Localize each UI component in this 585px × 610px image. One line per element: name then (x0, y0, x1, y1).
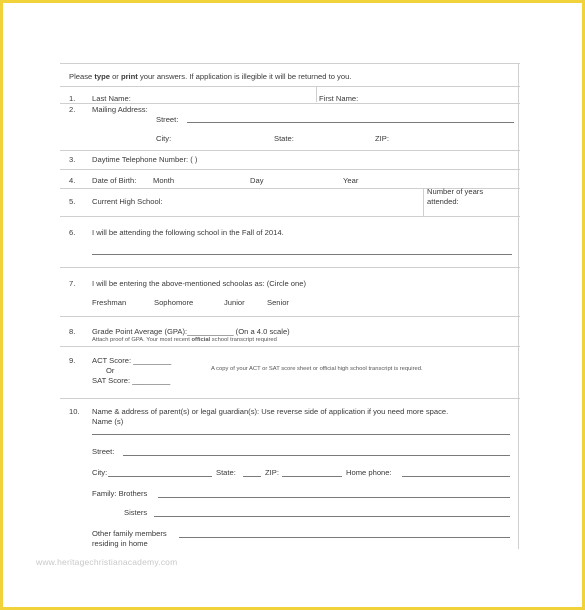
act-score-label: ACT Score: _________ (92, 356, 172, 365)
q8-number: 8. (69, 327, 76, 336)
dob-label: Date of Birth: (92, 176, 137, 185)
or-label: Or (106, 366, 115, 375)
zip-label: ZIP: (375, 134, 389, 143)
guardian-label: Name & address of parent(s) or legal guardian(s): Use reverse side of application if you need more space. (92, 407, 449, 416)
grade-option-freshman[interactable]: Freshman (92, 298, 127, 307)
school-field[interactable] (92, 254, 512, 255)
q3-number: 3. (69, 155, 76, 164)
sat-score-label: SAT Score: _________ (92, 376, 171, 385)
divider (60, 216, 520, 217)
sisters-label: Sisters (124, 508, 148, 517)
guardian-street-field[interactable] (123, 455, 510, 456)
telephone-label: Daytime Telephone Number: ( ) (92, 155, 198, 164)
guardian-zip-label: ZIP: (265, 468, 279, 477)
dob-day: Day (250, 176, 264, 185)
other-family-field[interactable] (179, 537, 510, 538)
divider (60, 346, 520, 347)
guardian-street-label: Street: (92, 447, 115, 456)
dob-year: Year (343, 176, 359, 185)
years-attended-label-2: attended: (427, 197, 459, 206)
brothers-field[interactable] (158, 497, 510, 498)
family-brothers-label: Family: Brothers (92, 489, 148, 498)
guardian-city-label: City: (92, 468, 108, 477)
gpa-label: Grade Point Average (GPA):___________ (On a 4.0 scale) (92, 327, 290, 336)
guardian-name-label: Name (s) (92, 417, 124, 426)
guardian-home-phone-field[interactable] (402, 476, 510, 477)
grade-option-sophomore[interactable]: Sophomore (154, 298, 194, 307)
gpa-note: Attach proof of GPA. Your most recent official school transcript required (92, 337, 277, 343)
grade-option-senior[interactable]: Senior (267, 298, 289, 307)
form-top-border (60, 63, 520, 64)
q5-number: 5. (69, 197, 76, 206)
city-label: City: (156, 134, 172, 143)
guardian-city-field[interactable] (108, 476, 212, 477)
q2-number: 2. (69, 105, 76, 114)
guardian-zip-field[interactable] (282, 476, 342, 477)
divider (60, 267, 520, 268)
divider (316, 86, 317, 102)
other-family-label-2: residing in home (92, 539, 148, 548)
years-attended-label-1: Number of years (427, 187, 484, 196)
mailing-address-label: Mailing Address: (92, 105, 148, 114)
q6-number: 6. (69, 228, 76, 237)
high-school-label: Current High School: (92, 197, 163, 206)
guardian-home-phone-label: Home phone: (346, 468, 392, 477)
grade-entering-label: I will be entering the above-mentioned schoolas as: (Circle one) (92, 279, 307, 288)
form-right-border (518, 63, 519, 549)
dob-month: Month (153, 176, 175, 185)
state-label: State: (274, 134, 294, 143)
sisters-field[interactable] (154, 516, 510, 517)
q4-number: 4. (69, 176, 76, 185)
q9-number: 9. (69, 356, 76, 365)
divider (60, 316, 520, 317)
divider (60, 398, 520, 399)
guardian-state-label: State: (216, 468, 236, 477)
divider (60, 150, 520, 151)
q1-number: 1. (69, 94, 76, 103)
last-name-label: Last Name: (92, 94, 131, 103)
guardian-state-field[interactable] (243, 476, 261, 477)
other-family-label-1: Other family members (92, 529, 167, 538)
grade-option-junior[interactable]: Junior (224, 298, 245, 307)
guardian-name-field[interactable] (92, 434, 510, 435)
score-note: A copy of your ACT or SAT score sheet or official high school transcript is required. (211, 366, 423, 372)
street-field[interactable] (187, 122, 514, 123)
divider (423, 188, 424, 216)
first-name-label: First Name: (319, 94, 359, 103)
divider (60, 103, 520, 104)
q7-number: 7. (69, 279, 76, 288)
q10-number: 10. (69, 407, 80, 416)
divider (60, 169, 520, 170)
watermark: www.heritagechristianacademy.com (36, 557, 178, 567)
application-form (36, 16, 550, 601)
street-label: Street: (156, 115, 179, 124)
attending-school-label: I will be attending the following school in the Fall of 2014. (92, 228, 284, 237)
intro-text: Please type or print your answers. If application is illegible it will be returned to you. (69, 72, 352, 81)
divider (60, 86, 520, 87)
